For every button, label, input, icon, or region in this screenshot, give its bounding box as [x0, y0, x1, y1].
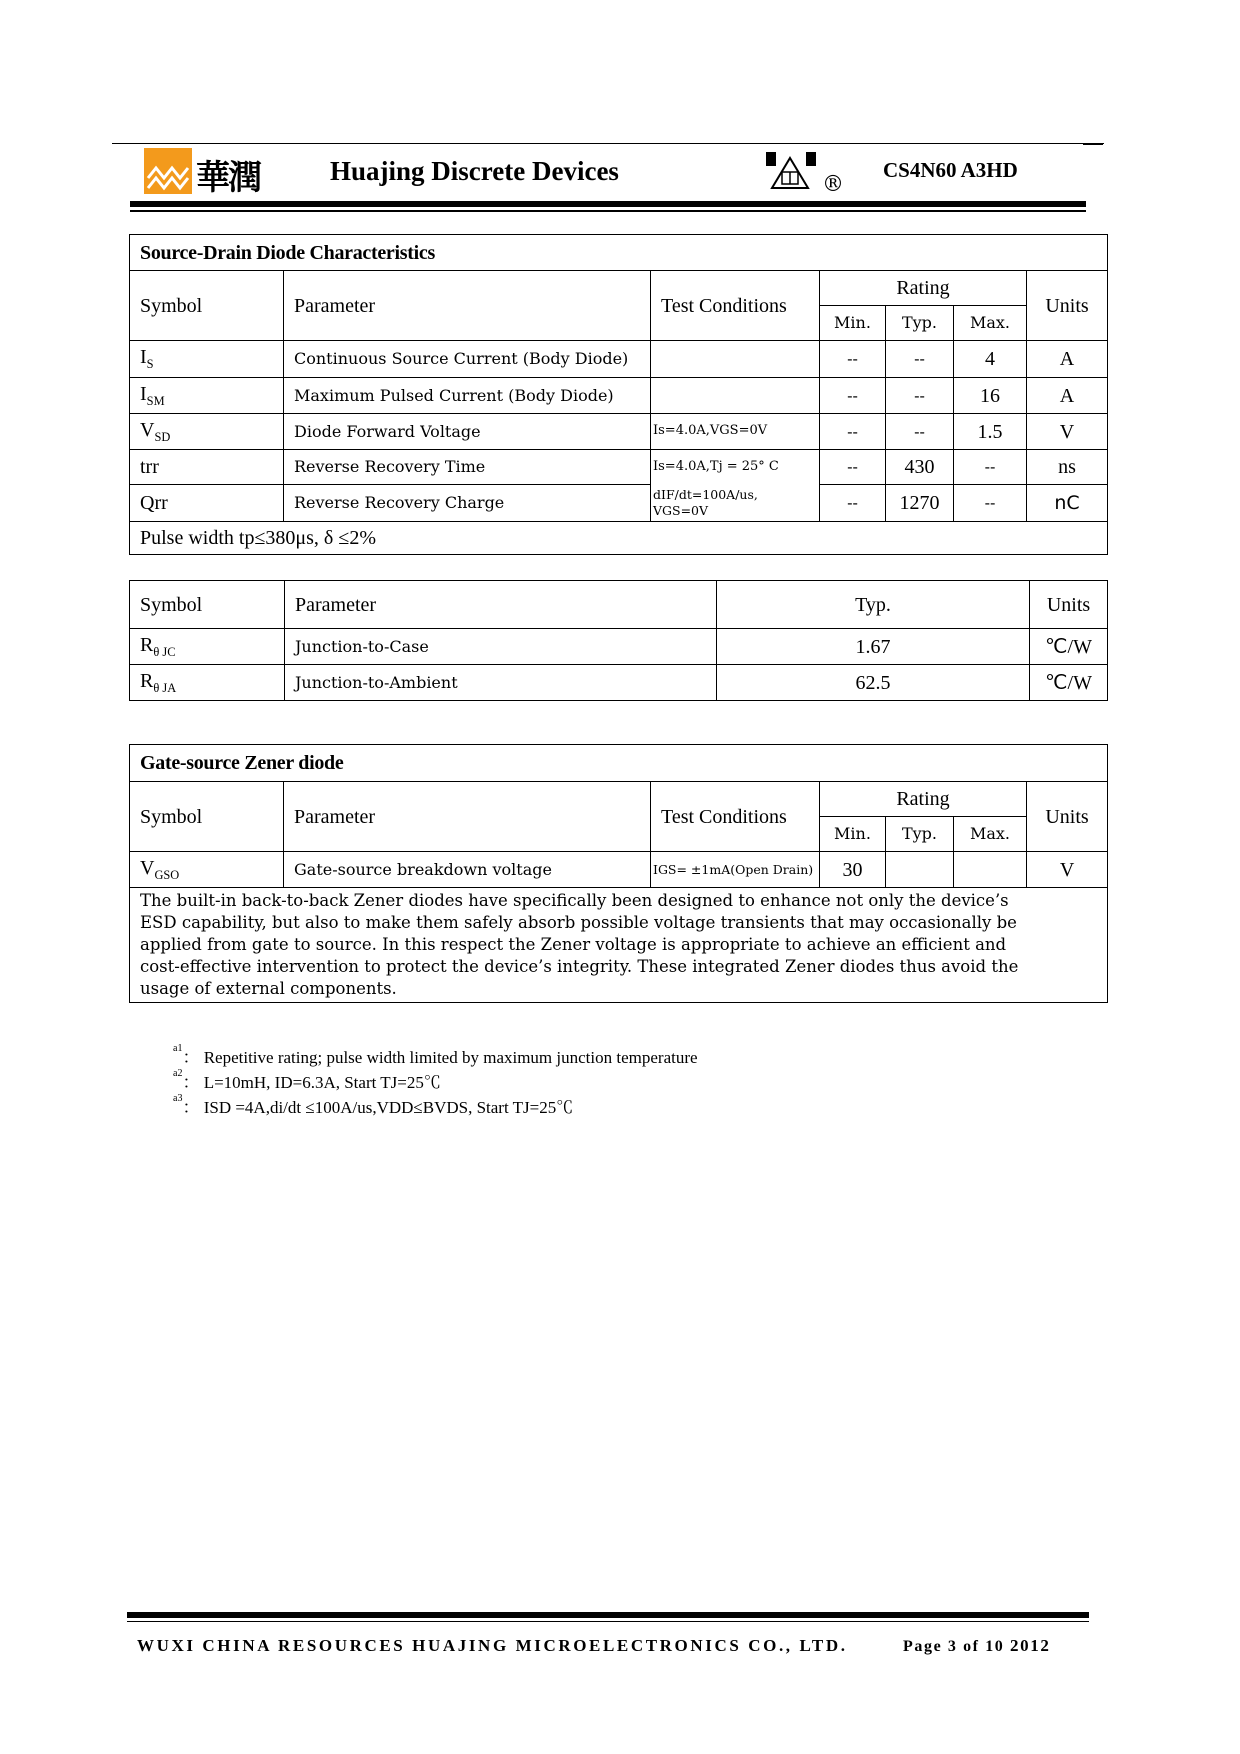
typ-cell — [886, 852, 954, 888]
min-cell: 30 — [820, 852, 886, 888]
table-row — [130, 852, 1108, 888]
part-number: CS4N60 A3HD — [883, 158, 1018, 182]
conditions-cell — [651, 378, 820, 414]
units-cell: A — [1027, 341, 1108, 378]
footnote-a3: $^{a3}$： ISD =4A,di/dt ≤100A/us,VDD≤BVDS, Start TJ=25℃ — [173, 1093, 574, 1117]
units-cell: nC — [1027, 485, 1108, 522]
header-units: Units — [1027, 782, 1108, 852]
min-cell: -- — [820, 341, 886, 378]
header-test-conditions: Test Conditions — [651, 271, 820, 341]
min-cell: -- — [820, 378, 886, 414]
units-cell: ℃/W — [1030, 665, 1108, 701]
typ-cell: -- — [886, 341, 954, 378]
max-cell: 1.5 — [954, 414, 1027, 450]
footer-page-number: Page 3 of 10 2012 — [903, 1636, 1051, 1655]
symbol-cell: $I_{SM}$ — [130, 378, 284, 414]
table-row — [130, 485, 1108, 522]
parameter-cell: Junction-to-Ambient — [285, 665, 717, 701]
typ-cell: -- — [886, 378, 954, 414]
zener-description: The built-in back-to-back Zener diodes have specifically been designed to enhance not only the device’s ESD capability, but also to make them safely absorb possible voltage transients that may occasionally be applied from gate to source. In this respect the Zener voltage is appropriate to achieve an efficient and cost-effective intervention to protect the device’s integrity. These integrated Zener diodes thus avoid the usage of external components. — [130, 888, 1108, 1003]
table-title: Source-Drain Diode Characteristics — [130, 235, 1108, 271]
max-cell — [954, 852, 1027, 888]
parameter-cell: Reverse Recovery Charge — [284, 485, 651, 522]
min-cell: -- — [820, 414, 886, 450]
table-row — [130, 629, 1108, 665]
max-cell: 4 — [954, 341, 1027, 378]
parameter-cell: Diode Forward Voltage — [284, 414, 651, 450]
header-top-rule — [112, 143, 1104, 144]
parameter-cell: Junction-to-Case — [285, 629, 717, 665]
units-cell: ns — [1027, 450, 1108, 485]
max-cell: -- — [954, 485, 1027, 522]
logo-chinese-text: 華潤 — [196, 158, 260, 198]
table-row — [130, 378, 1108, 414]
header-parameter: Parameter — [284, 271, 651, 341]
symbol-cell: $I_S$ — [130, 341, 284, 378]
header-units: Units — [1027, 271, 1108, 341]
header-rating: Rating — [820, 271, 1027, 306]
source-drain-table — [129, 234, 1108, 555]
parameter-cell: Maximum Pulsed Current (Body Diode) — [284, 378, 651, 414]
header-max: Max. — [954, 306, 1027, 341]
table-row — [130, 450, 1108, 485]
table-row — [130, 414, 1108, 450]
header-symbol: Symbol — [130, 782, 284, 852]
header-max: Max. — [954, 817, 1027, 852]
typ-cell: 430 — [886, 450, 954, 485]
typ-cell: 62.5 — [717, 665, 1030, 701]
table-row — [130, 341, 1108, 378]
footer-thin-rule — [127, 1621, 1089, 1622]
parameter-cell: Reverse Recovery Time — [284, 450, 651, 485]
conditions-cell: IGS= ±1mA(Open Drain) — [651, 852, 820, 888]
header-symbol: Symbol — [130, 581, 285, 629]
units-cell: V — [1027, 852, 1108, 888]
company-name: Huajing Discrete Devices — [330, 156, 619, 186]
units-cell: V — [1027, 414, 1108, 450]
parameter-cell: Continuous Source Current (Body Diode) — [284, 341, 651, 378]
header-typ: Typ. — [886, 817, 954, 852]
header-thin-rule — [130, 210, 1086, 212]
conditions-cell: Is=4.0A,VGS=0V — [651, 414, 820, 450]
table-title: Gate-source Zener diode — [130, 745, 1108, 782]
units-cell: ℃/W — [1030, 629, 1108, 665]
conditions-cell: Is=4.0A,Tj = 25° C — [651, 450, 820, 485]
units-cell: A — [1027, 378, 1108, 414]
conditions-cell: dIF/dt=100A/us, VGS=0V — [651, 485, 820, 522]
conditions-cell — [651, 341, 820, 378]
symbol-cell: $R_{\theta JA}$ — [130, 665, 285, 701]
footnote-a1: $^{a1}$： Repetitive rating; pulse width limited by maximum junction temperature — [173, 1043, 698, 1067]
min-cell: -- — [820, 485, 886, 522]
header-parameter: Parameter — [284, 782, 651, 852]
header-symbol: Symbol — [130, 271, 284, 341]
header-units: Units — [1030, 581, 1108, 629]
typ-cell: 1.67 — [717, 629, 1030, 665]
parameter-cell: Gate-source breakdown voltage — [284, 852, 651, 888]
header-min: Min. — [820, 817, 886, 852]
symbol-cell: $R_{\theta JC}$ — [130, 629, 285, 665]
symbol-cell: $V_{SD}$ — [130, 414, 284, 450]
header-min: Min. — [820, 306, 886, 341]
header-thick-rule — [130, 201, 1086, 207]
footer-company: WUXI CHINA RESOURCES HUAJING MICROELECTRONICS CO., LTD. — [137, 1636, 848, 1655]
typ-cell: -- — [886, 414, 954, 450]
symbol-cell: Qrr — [130, 485, 284, 522]
footer-thick-rule — [127, 1612, 1089, 1618]
thermal-table — [129, 580, 1108, 701]
header-parameter: Parameter — [285, 581, 717, 629]
max-cell: 16 — [954, 378, 1027, 414]
header-rating: Rating — [820, 782, 1027, 817]
registered-mark: ® — [822, 172, 844, 197]
typ-cell: 1270 — [886, 485, 954, 522]
min-cell: -- — [820, 450, 886, 485]
pulse-width-note: Pulse width tp≤380μs, δ ≤2% — [130, 522, 1108, 555]
symbol-cell: $V_{GSO}$ — [130, 852, 284, 888]
company-logo-icon — [144, 148, 192, 194]
header-test-conditions: Test Conditions — [651, 782, 820, 852]
table-row — [130, 665, 1108, 701]
header-typ: Typ. — [717, 581, 1030, 629]
symbol-cell: trr — [130, 450, 284, 485]
header-top-rule-end — [1083, 143, 1103, 145]
footnote-a2: $^{a2}$： L=10mH, ID=6.3A, Start TJ=25℃ — [173, 1068, 441, 1092]
header-typ: Typ. — [886, 306, 954, 341]
max-cell: -- — [954, 450, 1027, 485]
zener-table — [129, 744, 1108, 1003]
